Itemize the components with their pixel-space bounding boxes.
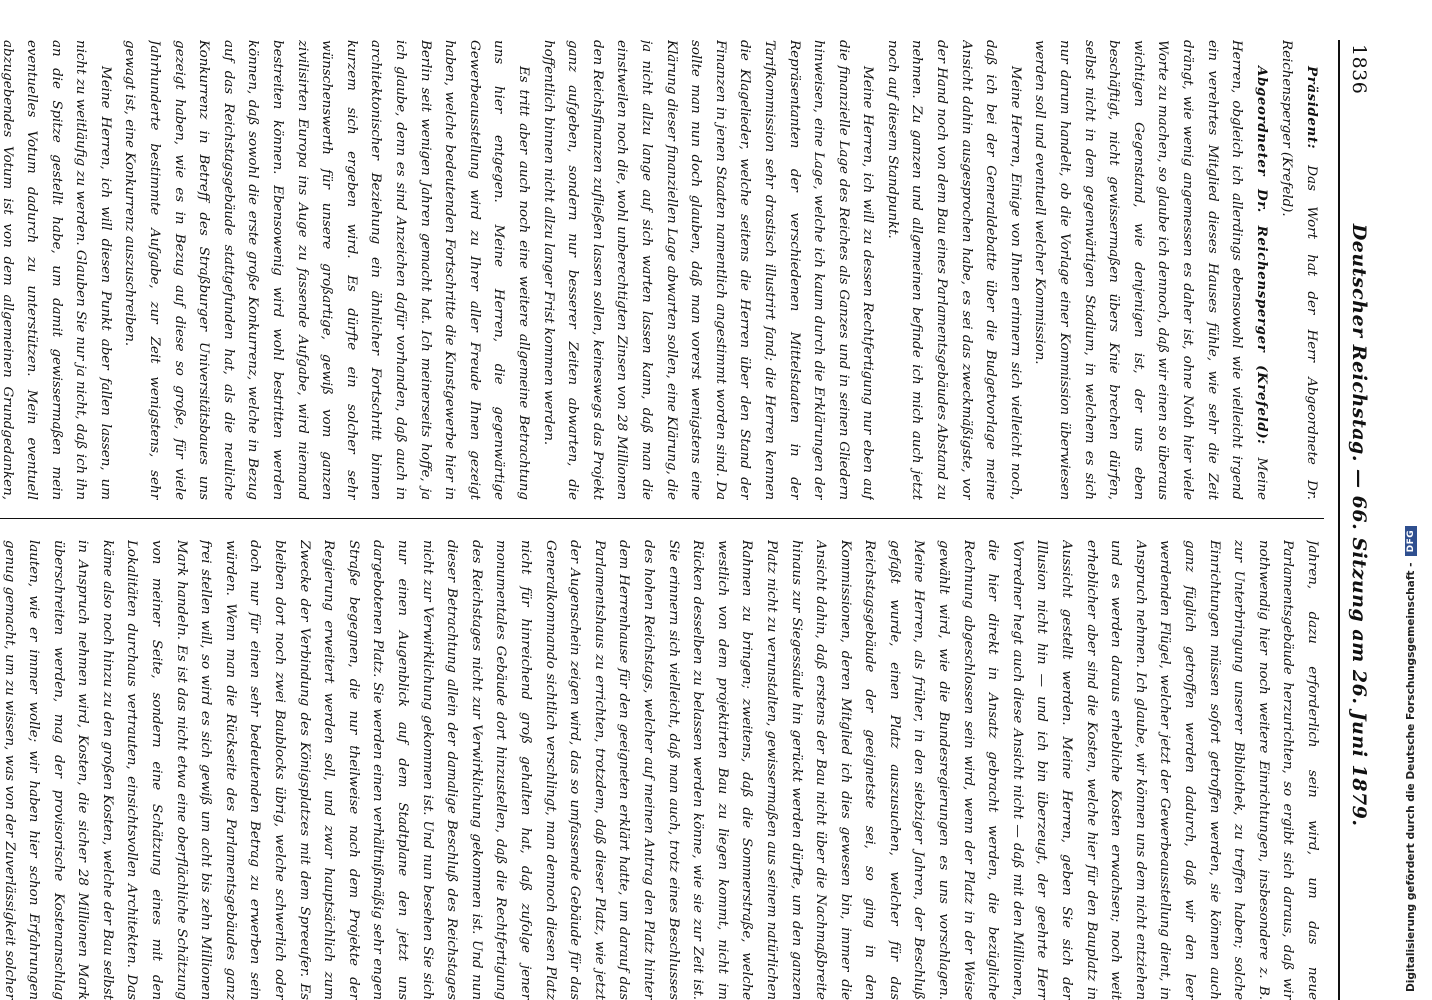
page-header — [1342, 40, 1382, 1000]
digitization-credit — [1401, 8, 1429, 992]
running-title: Deutscher Reichstag. — 66. Sitzung am 26. Juni 1879. — [1348, 223, 1370, 827]
paragraph — [117, 40, 535, 500]
paragraph-text: Meine Herren, ich will diesen Punkt aber fallen lassen, um nicht zu weitläufig zu werden. Glauben Sie nur ja nicht, daß ich ihn an die Spitze gestellt habe, um damit gewissermaßen mein eventuelles Votum dadurch zu unterstützen. Mein eventuell abzugebendes Votum ist von dem allgemeinen Grundgedanken, — [0, 40, 113, 500]
paragraph-text: Jahren, dazu erforderlich sein wird, um das neue Parlamentsgebäude herzurichten, so ergibt sich daraus, daß wir nothwendig hier noch weitere Einrichtungen, insbesondere z. B. zur Unterbringung unserer Bibliothek, zu treffen haben; solche Einrichtungen müssen sofort getroffen werden, sie können auch ganz füglich getroffen werden dadurch, daß wir den leer werdenden Flügel, welcher jetzt der Gewerbeausstellung dient, in Anspruch nehmen. Ich glaube, wir können uns dem nicht entziehen und es werden daraus erhebliche Kosten erwachsen; noch weit erheblicher aber sind die Kosten, welche hier für den Bauplatz in Aussicht gestellt werden. Meine Herren, geben Sie sich der Illusion nicht hin — und ich bin überzeugt, der geehrte Herr Vorredner hegt auch diese Ansicht nicht — daß mit den Millionen, die hier direkt in Ansatz gebracht werden, die bezügliche Rechnung abgeschlossen sein wird, wenn der Platz in der Weise gewählt wird, wie die Bundesregierungen es uns vorschlagen. Meine Herren, als früher, in den siebziger Jahren, der Beschluß gefaßt wurde, einen Platz auszusuchen, welcher für das Reichstagsgebäude der geeignetste sei, so ging in den Kommissionen, deren Mitglied ich dies gewesen bin, immer die Ansicht dahin, daß erstens der Bau nicht über die Nachmaßbreite hinaus zur Siegessäule hin gerückt werden dürfte, um den ganzen Platz nicht zu verunstalten, gewissermaßen aus seinem natürlichen Rahmen zu bringen; zweitens, daß die Sommerstraße, welche westlich von dem projektirten Bau zu liegen kommt, nicht im Rücken desselben zu belassen werden könne, wie sie zur Zeit ist. Sie erinnern sich vielleicht, daß man auch, trotz eines Beschlusses des hohen Reichstags, welcher auf meinen Antrag den Platz hinter dem Herrenhause für den geeigneten erklärt hatte, um darauf das Parlamentshaus zu errichten, trotzdem, daß dieser Platz, wie jetzt der Augenschein zeigen wird, das so umfassende Gebäude für das Generalkommando sichtlich verschlingt, man dennoch diesen Platz nicht für hinreichend groß gehalten hat, daß zufolge jener monumentales Gebäude dort hinzustellen, daß die Rechtfertigung des Reichstages nicht zur Verwirklichung gekommen ist. Und nun dieser Betrachtung allein der damalige Beschluß des Reichstages nicht zur Verwirklichung gekommen ist. Und nun besehen Sie sich nur einen Augenblick auf dem Stadtplane den jetzt uns dargebotenen Platz. Sie werden einen verhältnißmäßig sehr engen Straße begegnen, die nur theilweise nach dem Projekte der Regierung erweitert werden soll, und zwar hauptsächlich zum Zwecke der Verbindung des Königsplatzes mit dem Spreeufer. Es bleiben dort noch zwei Baublocks übrig, welche schwerlich oder doch nur für einen sehr bedeutenden Betrag zu erwerben sein würden. Wenn man die Rückseite des Parlamentsgebäudes ganz frei stellen will, so wird es sich gewiß um acht bis zehn Millionen Mark handeln. Es ist das nicht etwa eine oberflächliche Schätzung von meiner Seite, sondern eine Schätzung eines mit den Lokalitäten durchaus vertrauten, einsichtsvollen Architekten. Das käme also noch hinzu zu den großen Kosten, welche der Bau selbst in Anspruch nehmen wird, Kosten, die sicher 28 Millionen Mark überschreiten werden, mag der provisorische Kostenanschlag lauten, wie er immer wolle; wir haben hier schon Erfahrungen genug gemacht, um zu wissen, was von der Zuverlässigkeit solcher — [1, 540, 1320, 1000]
paragraph-text: Das Wort hat der Herr Abgeordnete Dr. Reichensperger (Krefeld). — [1279, 40, 1319, 500]
left-column — [0, 40, 1324, 500]
paragraph-text: Es tritt aber auch noch eine weitere allgemeine Betrachtung uns hier entgegen. Meine Herren, die gegenwärtige Gewerbeausstellung wird zu Ihrer aller Freude Ihnen gezeigt haben, welche bedeutenden Fortschritte die Kunstgewerbe hier in Berlin seit wenigen Jahren gemacht hat. Ich meinerseits hoffe, ja ich glaube, denn es sind Anzeichen dafür vorhanden, daß auch in architektonischer Beziehung ein ähnlicher Fortschritt binnen kurzem sich ergeben wird. Es dürfte ein solcher sehr wünschenswerth für unsere großartige, gewiß vom ganzen zivilisirten Europa ins Auge zu fassende Aufgabe, wird niemand bestreiten können. Ebensowenig wird wohl bestritten werden können, daß sowohl die erste große Konkurrenz, welche in Bezug auf das Reichstagsgebäude stattgefunden hat, als die neuliche Konkurrenz in Betreff des Straßburger Universitätsbaues uns gezeigt haben, wie es in Bezug auf diese so große, für viele Jahrhunderte bestimmte Aufgabe, zur Zeit wenigstens, sehr gewagt ist, eine Konkurrenz auszuschreiben. — [122, 40, 531, 500]
paragraph — [879, 40, 1027, 500]
speaker-name: Präsident: — [1304, 66, 1320, 166]
digitization-credit-line — [1405, 32, 1417, 992]
column-divider — [0, 518, 1324, 519]
right-column — [0, 540, 1324, 1000]
paragraph — [0, 540, 1324, 1000]
paragraph — [1027, 40, 1274, 500]
paragraph — [535, 40, 879, 500]
paragraph-text: Meine Herren, Einige von Ihnen erinnern sich vielleicht noch, daß ich bei der Generaldebatte über die Budgetvorlage meine Ansicht dahin ausgesprochen habe, es sei das zweckmäßigste, vor der Hand noch von dem Bau eines Parlamentsgebäudes Abstand zu nehmen. Zu ganzen und allgemeinen befinde ich mich auch jetzt noch auf diesem Standpunkt. — [884, 40, 1023, 500]
rotated-document-page — [0, 40, 1382, 1000]
paragraph-text: Meine Herren, obgleich ich allerdings ebensowohl wie vielleicht irgend ein verehrtes Mitglied dieses Hauses fühle, wie sehr die Zeit drängt, wie wenig angemessen es daher ist, ohne Noth hier viele Worte zu machen, so glaube ich dennoch, daß wir einen so überaus wichtigen Gegenstand, wie denjenigen ist, der uns eben beschäftigt, nicht gewissermaßen übers Knie brechen dürfen, selbst nicht in dem gegenwärtigen Stadium, in welchem es sich nur darum handelt, ob die Vorlage einer Kommission überwiesen werden soll und eventuell welcher Kommission. — [1032, 40, 1269, 500]
paragraph-text: Meine Herren, ich will zu dessen Rechtfertigung nur eben auf die finanzielle Lage des Reiches als Ganzes und in seinen Gliedern hinweisen, eine Lage, welche ich kaum durch die Erklärungen der Repräsentanten der verschiedenen Mittelstaaten in der Tarifkommission sehr drastisch illustrirt fand; die Herren kennen die Klagelieder, welche seitens die Herren über den Stand der Finanzen in jenen Staaten namentlich angestimmt worden sind. Da sollte man nun doch glauben, daß man vorerst wenigstens eine Klärung dieser finanziellen Lage abwarten sollen, eine Klärung, die ja nicht allzu lange auf sich warten lassen kann, daß man die einstweilen noch die, wohl unberechtigten Zinsen von 28 Millionen den Reichsfinanzen zufließen lassen sollen, keineswegs das Projekt ganz aufgeben, sondern nur besserer Zeiten abwarten, die hoffentlich binnen nicht allzu langer Frist kommen werden. — [540, 40, 876, 500]
dfg-logo: DFG — [1405, 526, 1417, 557]
credit-text: Digitalisierung gefördert durch die Deutsche Forschungsgemeinschaft - — [1405, 562, 1417, 992]
header-rule — [1338, 40, 1340, 1000]
speaker-name: Abgeordneter Dr. Reichensperger (Krefeld): — [1253, 66, 1270, 458]
paragraph — [1274, 40, 1324, 500]
page-number: 1836 — [1348, 44, 1370, 95]
paragraph — [0, 40, 117, 500]
